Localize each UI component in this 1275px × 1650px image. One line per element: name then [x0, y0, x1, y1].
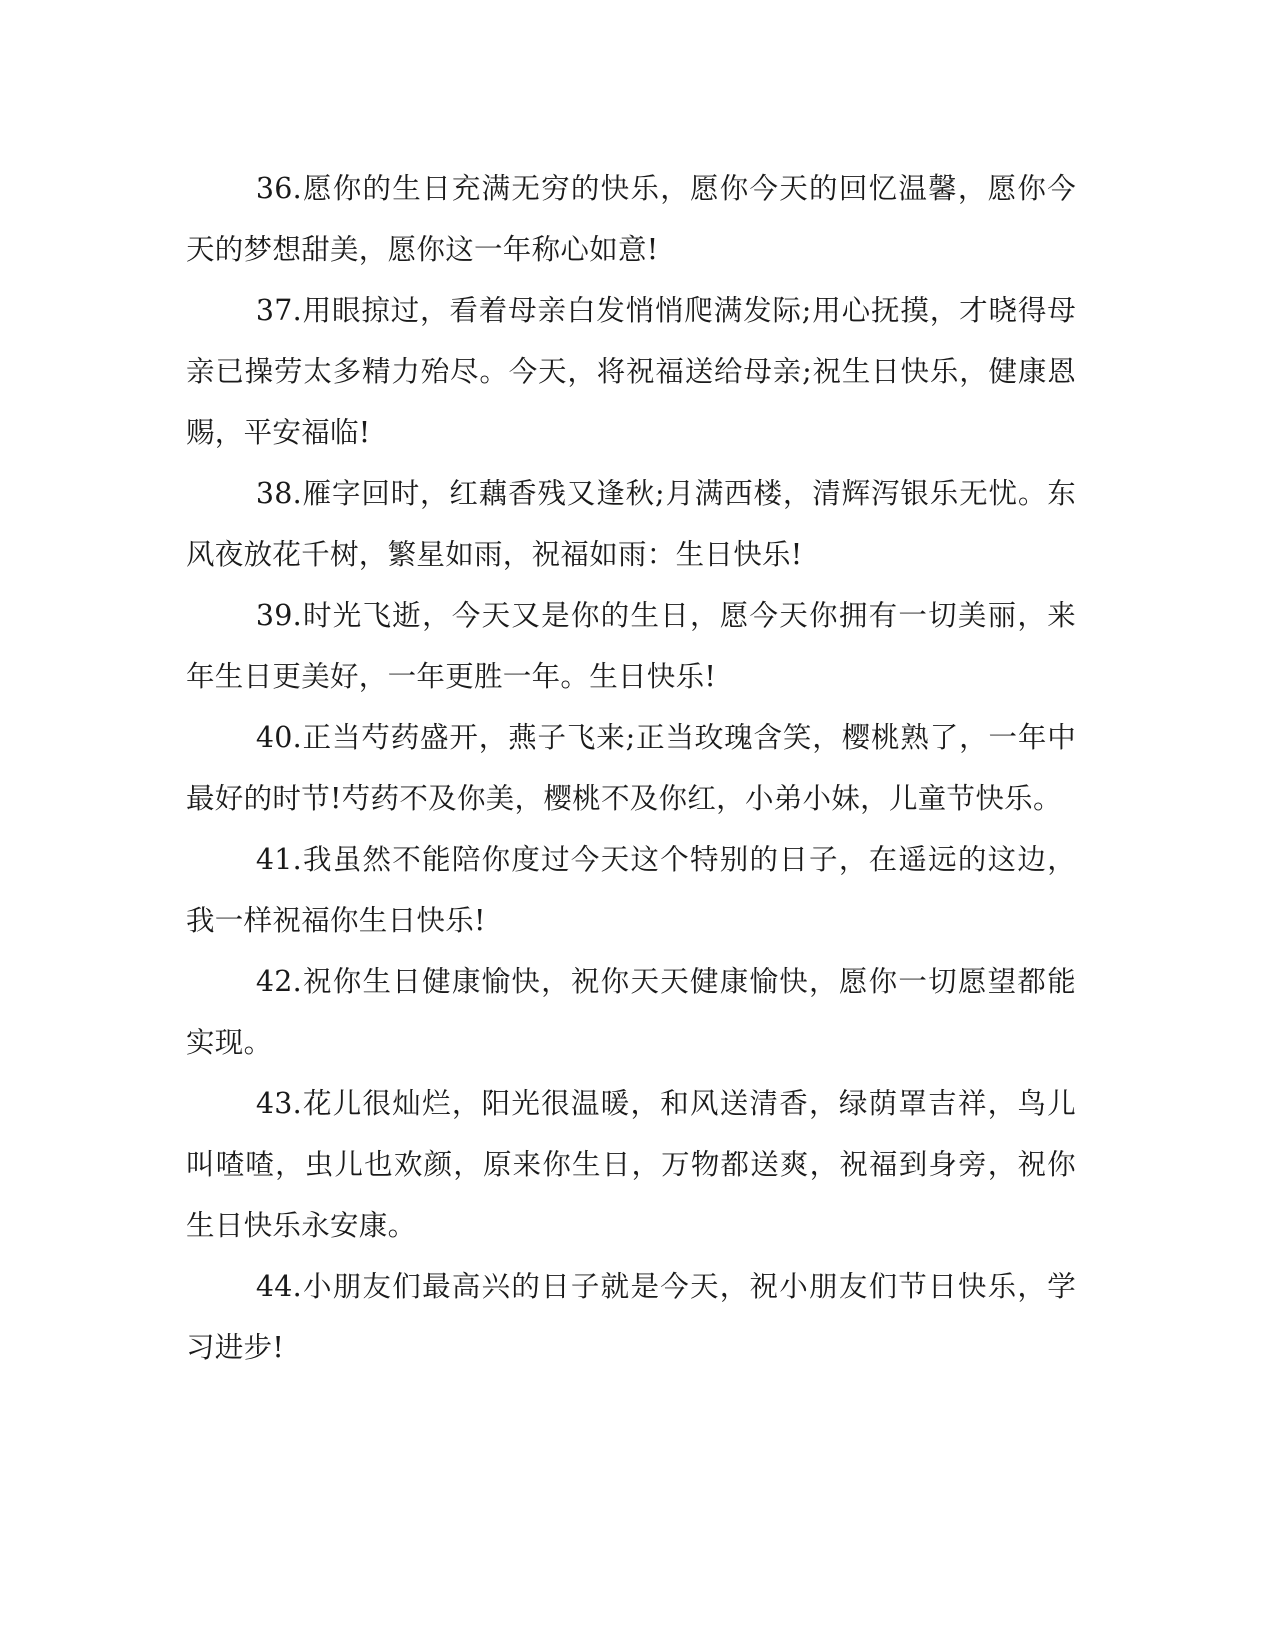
paragraph-39: 39.时光飞逝，今天又是你的生日，愿今天你拥有一切美丽，来年生日更美好，一年更胜一年。生日快乐!	[186, 599, 1076, 693]
paragraph-42: 42.祝你生日健康愉快，祝你天天健康愉快，愿你一切愿望都能实现。	[186, 965, 1076, 1059]
paragraph-44: 44.小朋友们最高兴的日子就是今天，祝小朋友们节日快乐，学习进步!	[186, 1270, 1076, 1364]
paragraph-43: 43.花儿很灿烂，阳光很温暖，和风送清香，绿荫罩吉祥，鸟儿叫喳喳，虫儿也欢颜，原来你生日，万物都送爽，祝福到身旁，祝你生日快乐永安康。	[186, 1087, 1076, 1242]
document-body	[186, 158, 1076, 1378]
paragraph-41: 41.我虽然不能陪你度过今天这个特别的日子，在遥远的这边，我一样祝福你生日快乐!	[186, 843, 1076, 937]
paragraph-37: 37.用眼掠过，看着母亲白发悄悄爬满发际;用心抚摸，才晓得母亲已操劳太多精力殆尽。今天，将祝福送给母亲;祝生日快乐，健康恩赐，平安福临!	[186, 294, 1076, 449]
paragraph-36: 36.愿你的生日充满无穷的快乐，愿你今天的回忆温馨，愿你今天的梦想甜美，愿你这一年称心如意!	[186, 172, 1076, 266]
paragraph-38: 38.雁字回时，红藕香残又逢秋;月满西楼，清辉泻银乐无忧。东风夜放花千树，繁星如雨，祝福如雨：生日快乐!	[186, 477, 1076, 571]
paragraph-40: 40.正当芍药盛开，燕子飞来;正当玫瑰含笑，樱桃熟了，一年中最好的时节!芍药不及你美，樱桃不及你红，小弟小妹，儿童节快乐。	[186, 721, 1076, 815]
